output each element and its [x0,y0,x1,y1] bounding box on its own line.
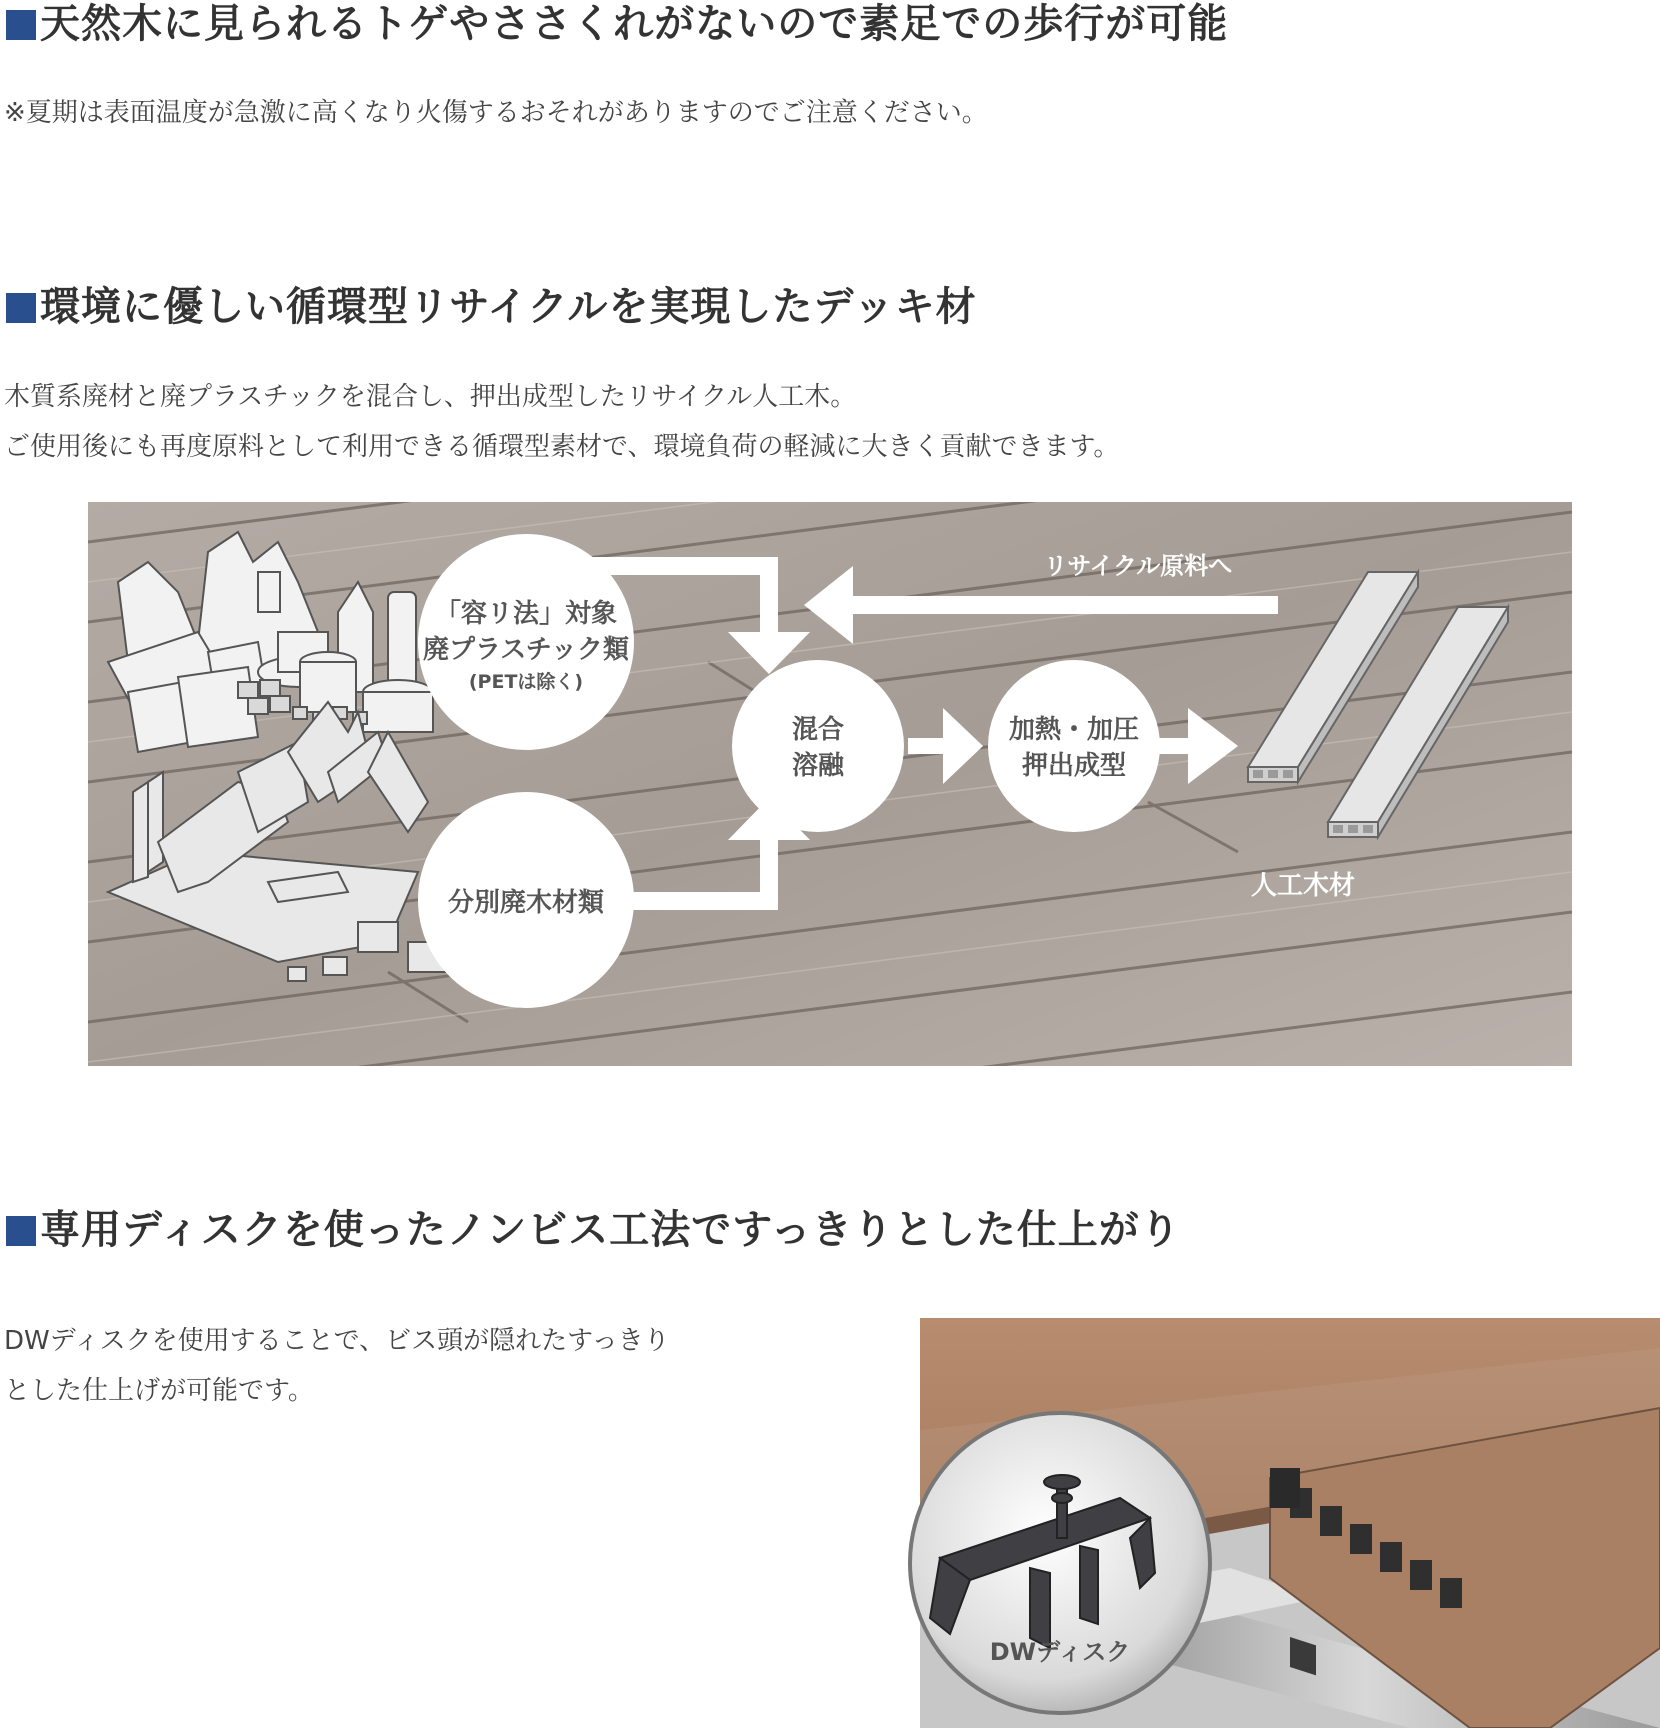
section3-heading [6,1206,1181,1254]
mix-label-1: 混合 [791,715,845,745]
section1-heading [6,0,1228,48]
section2-heading-text: 環境に優しい循環型リサイクルを実現したデッキ材 [40,284,977,330]
section3-line-1: DWディスクを使用することで、ビス頭が隠れたすっきり [4,1326,670,1356]
section2-heading [6,283,977,331]
wood-label: 分別廃木材類 [447,888,605,918]
dw-disc-photo [850,1318,1660,1728]
dw-disc-graphic [850,1318,1660,1728]
product-label: 人工木材 [1250,871,1356,901]
plastic-label-3: (PETは除く) [468,671,584,693]
recycle-diagram [88,502,1572,1066]
form-label-2: 押出成型 [1021,751,1127,781]
form-circle [988,660,1160,832]
mix-label-2: 溶融 [791,751,845,781]
heading-square-icon [6,293,36,323]
heading-square-icon [6,1216,36,1246]
section3-line-2: とした仕上げが可能です。 [4,1376,314,1406]
section1-heading-text: 天然木に見られるトゲやささくれがないので素足での歩行が可能 [40,1,1229,47]
recycle-label: リサイクル原料へ [1043,552,1233,580]
form-label-1: 加熱・加圧 [1008,715,1140,745]
section2-line-1: 木質系廃材と廃プラスチックを混合し、押出成型したリサイクル人工木。 [4,382,857,412]
recycle-diagram-graphic [88,502,1572,1066]
plastic-label-2: 廃プラスチック類 [423,635,629,665]
plastic-label-1: 「容リ法」対象 [434,599,618,629]
dw-disc-label: DWディスク [989,1638,1131,1666]
section1-note: ※夏期は表面温度が急激に高くなり火傷するおそれがありますのでご注意ください。 [4,98,988,128]
section3-heading-text: 専用ディスクを使ったノンビス工法ですっきりとした仕上がり [40,1207,1181,1253]
mix-circle [732,660,904,832]
section2-line-2: ご使用後にも再度原料として利用できる循環型素材で、環境負荷の軽減に大きく貢献できます。 [4,432,1120,462]
heading-square-icon [6,10,36,40]
